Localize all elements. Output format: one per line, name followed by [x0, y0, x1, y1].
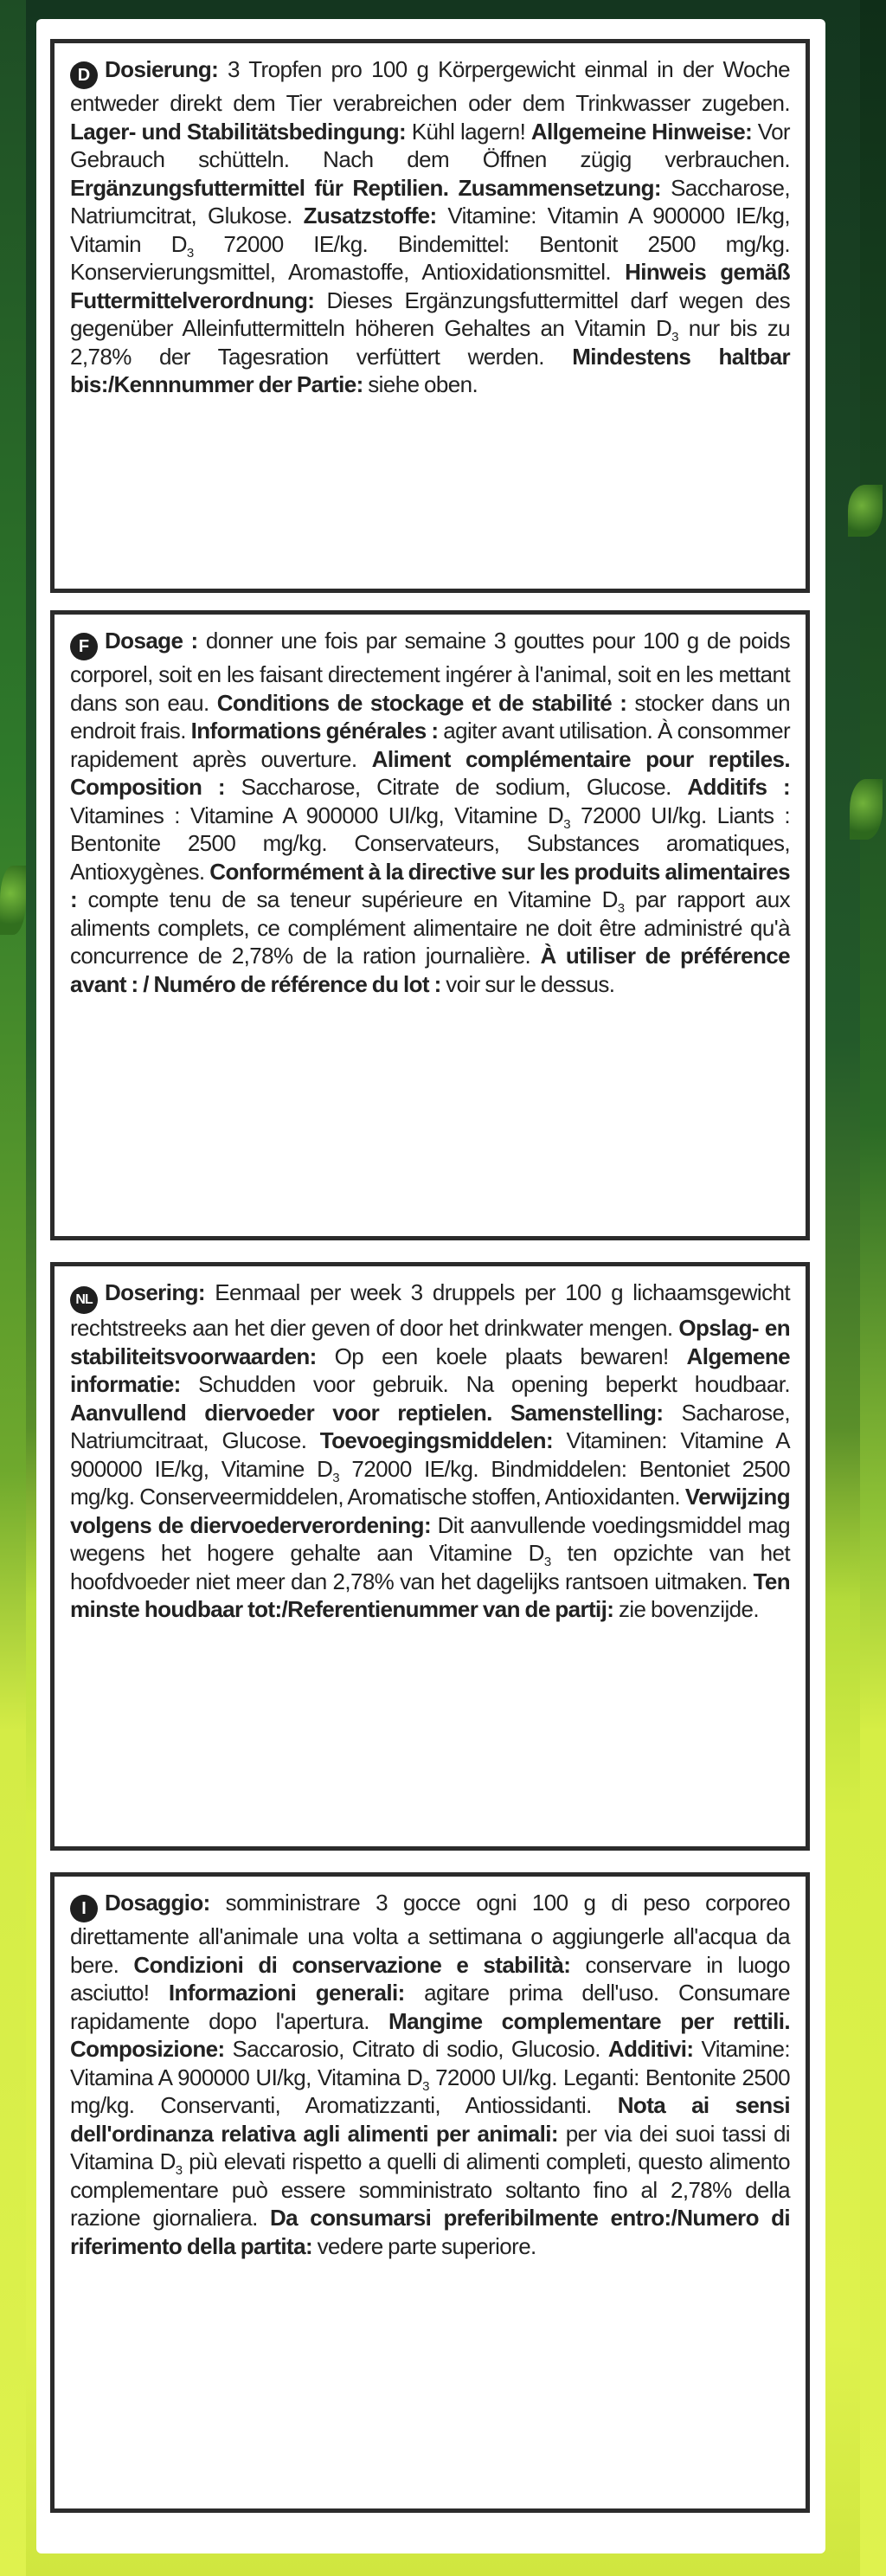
language-badge-de: D — [70, 61, 98, 89]
regulation-heading: Nota ai sensi dell'ordinanza relativa agli alimenti per animali: — [70, 2092, 791, 2147]
best-before-text: zie bovenzijde. — [613, 1596, 759, 1622]
composition-text: Saccarosio, Citrato di sodio, Glucosio. — [224, 2036, 608, 2062]
storage-heading: Opslag- en stabiliteitsvoorwaarden: — [70, 1315, 790, 1369]
additives-text-2: 72000 UI/kg. Liants : Bentonite 2500 mg/kg. Conservateurs, Substances aromatiques, Antioxygènes. — [70, 802, 790, 885]
best-before-heading: Mindestens haltbar bis:/Kennnummer der Partie: — [70, 343, 791, 397]
additives-heading: Additifs : — [687, 774, 791, 800]
composition-text: Sacharose, Natriumcitraat, Glucose. — [70, 1399, 790, 1453]
composition-text: Saccharose, Citrate de sodium, Glucose. — [224, 774, 688, 800]
language-badge-it: I — [70, 1895, 98, 1922]
dutch-text — [70, 1278, 790, 1624]
additives-heading: Additivi: — [607, 2036, 694, 2062]
regulation-heading: Verwijzing volgens de diervoederverordening: — [70, 1484, 790, 1538]
additives-text: Vitamine: Vitamin A 900000 IE/kg, Vitamin D — [70, 203, 790, 257]
best-before-heading: Ten minste houdbaar tot:/Referentienummer van de partij: — [70, 1568, 790, 1622]
composition-heading: Mangime complementare per rettili. Composizione: — [70, 2007, 790, 2062]
general-heading: Algemene informatie: — [70, 1343, 790, 1397]
regulation-text-2: nur bis zu 2,78% der Tagesration verfüttert werden. — [70, 315, 790, 370]
regulation-text: per via dei suoi tassi di Vitamina D — [70, 2120, 790, 2174]
storage-text: Kühl lagern! — [406, 118, 531, 145]
regulation-heading: Conformément à la directive sur les produits alimentaires : — [70, 858, 790, 912]
storage-text: Op een koele plaats bewaren! — [316, 1343, 687, 1369]
section-german — [50, 39, 810, 593]
regulation-text: compte tenu de sa teneur supérieure en Vitamine D — [77, 886, 618, 912]
dosage-heading: Dosering: — [105, 1279, 205, 1305]
regulation-heading: Hinweis gemäß Futtermittelverordnung: — [70, 259, 790, 313]
general-text: agiter avant utilisation. À consommer rapidement après ouverture. — [70, 718, 790, 772]
subscript-3: 3 — [543, 1555, 551, 1569]
leaf-decoration — [0, 866, 26, 935]
best-before-text: siehe oben. — [363, 371, 478, 397]
additives-heading: Zusatzstoffe: — [303, 203, 437, 229]
subscript-3: 3 — [563, 816, 570, 832]
regulation-text: Dit aanvullende voedingsmiddel mag wegens het hogere gehalte aan Vitamine D — [70, 1511, 790, 1566]
regulation-text-2: ten opzichte van het hoofdvoeder niet meer dan 2,78% van het dagelijks rantsoen uitmaken. — [70, 1540, 791, 1594]
language-badge-fr: F — [70, 633, 98, 660]
subscript-3: 3 — [332, 1470, 340, 1485]
general-heading: Informazioni generali: — [168, 1980, 405, 2006]
best-before-heading: À utiliser de préférence avant : / Numéro de référence du lot : — [70, 943, 790, 997]
background-foliage-right — [860, 0, 886, 2576]
regulation-text-2: par rapport aux aliments complets, ce complément alimentaire ne doit être administré qu'à concurrence de 2,78% de la ration journalière. — [70, 886, 790, 969]
storage-text: conservare in luogo asciutto! — [70, 1951, 791, 2006]
additives-text: Vitamine: Vitamina A 900000 UI/kg, Vitamina D — [70, 2036, 791, 2090]
dosage-heading: Dosierung: — [105, 56, 219, 82]
regulation-text: Dieses Ergänzungsfuttermittel darf wegen des gegenüber Alleinfuttermitteln höheren Gehaltes an Vitamin D — [70, 287, 790, 341]
storage-heading: Lager- und Stabilitätsbedingung: — [70, 118, 407, 145]
subscript-3: 3 — [175, 2163, 183, 2178]
composition-heading: Aliment complémentaire pour reptiles. Composition : — [70, 745, 790, 800]
dosage-heading: Dosaggio: — [105, 1890, 210, 1916]
subscript-3: 3 — [186, 245, 194, 261]
additives-text-2: 72000 IE/kg. Bindemittel: Bentonit 2500 mg/kg. Konservierungsmittel, Aromastoffe, Antioxidationsmittel. — [70, 230, 791, 285]
subscript-3: 3 — [422, 2078, 429, 2094]
general-text: Schudden voor gebruik. Na opening beperkt houdbaar. — [180, 1371, 790, 1397]
subscript-3: 3 — [671, 330, 678, 345]
additives-heading: Toevoegingsmiddelen: — [319, 1427, 554, 1453]
general-heading: Allgemeine Hinweise: — [530, 118, 753, 145]
additives-text: Vitamines : Vitamine A 900000 UI/kg, Vitamine D — [70, 802, 564, 828]
general-text: Vor Gebrauch schütteln. Nach dem Öffnen zügig verbrauchen. — [70, 118, 790, 172]
general-text: agitare prima dell'uso. Consumare rapidamente dopo l'apertura. — [70, 1980, 790, 2034]
composition-heading: Aanvullend diervoeder voor reptielen. Samenstelling: — [70, 1399, 664, 1426]
language-badge-nl: NL — [70, 1286, 98, 1314]
dosage-text: donner une fois par semaine 3 gouttes pour 100 g de poids corporel, soit en les faisant directement ingérer à l'animal, soit en les mettant dans son eau. — [70, 628, 790, 716]
additives-text: Vitaminen: Vitamine A 900000 IE/kg, Vitamine D — [70, 1427, 791, 1482]
subscript-3: 3 — [617, 901, 625, 916]
storage-text: stocker dans un endroit frais. — [70, 689, 790, 744]
composition-text: Saccharose, Natriumcitrat, Glukose. — [70, 174, 790, 229]
additives-text-2: 72000 UI/kg. Leganti: Bentonite 2500 mg/kg. Conservanti, Aromatizzanti, Antiossidanti. — [70, 2064, 790, 2118]
composition-heading: Ergänzungsfuttermittel für Reptilien. Zusammensetzung: — [70, 174, 661, 201]
dosage-text: 3 Tropfen pro 100 g Körpergewicht einmal in der Woche entweder direkt dem Tier verabreichen oder dem Trinkwasser zugeben. — [70, 56, 790, 116]
general-heading: Informations générales : — [190, 718, 439, 744]
best-before-text: voir sur le dessus. — [440, 970, 615, 997]
leaf-decoration — [848, 485, 883, 537]
storage-heading: Condizioni di conservazione e stabilità: — [133, 1951, 571, 1978]
dosage-text: Eenmaal per week 3 druppels per 100 g lichaamsgewicht rechtstreeks aan het dier geven of door het drinkwater mengen. — [70, 1279, 790, 1341]
section-italian — [50, 1872, 810, 2513]
dosage-text: somministrare 3 gocce ogni 100 g di peso corporeo direttamente all'animale una volta a settimana o aggiungerle all'acqua da bere. — [70, 1890, 790, 1978]
dosage-heading: Dosage : — [105, 628, 198, 654]
regulation-text-2: più elevati rispetto a quelli di alimenti completi, questo alimento complementare può essere somministrato soltanto fino al 2,78% della razione giornaliera. — [70, 2148, 790, 2231]
section-french — [50, 610, 810, 1240]
storage-heading: Conditions de stockage et de stabilité : — [216, 689, 627, 716]
leaf-decoration — [850, 779, 883, 840]
best-before-text: vedere parte superiore. — [312, 2232, 536, 2259]
best-before-heading: Da consumarsi preferibilmente entro:/Numero di riferimento della partita: — [70, 2205, 790, 2259]
section-dutch — [50, 1262, 810, 1851]
additives-text-2: 72000 IE/kg. Bindmiddelen: Bentoniet 2500 mg/kg. Conserveermiddelen, Aromatische stoffen, Antioxidanten. — [70, 1455, 791, 1510]
german-text — [70, 55, 790, 399]
italian-text — [70, 1889, 790, 2260]
background-foliage-left — [0, 0, 26, 2576]
french-text — [70, 627, 790, 998]
